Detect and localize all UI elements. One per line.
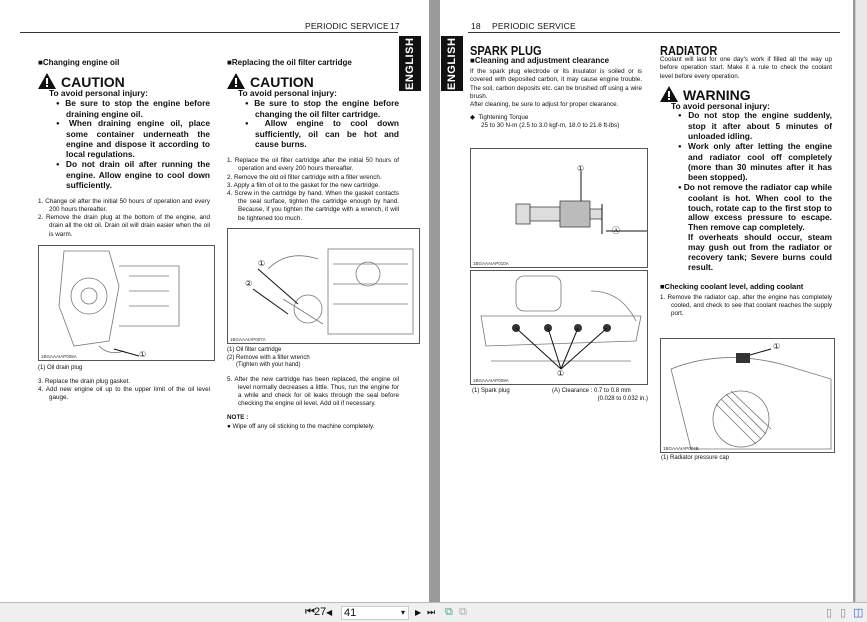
step: 2. Remove the drain plug at the bottom of the engine, and drain all the old oil. Drain oil will drain easier when the oil is warm. [38,214,210,238]
caution-header: CAUTION [38,73,210,89]
step: 1. Replace the oil filter cartridge after the initial 50 hours of operation and every 200 hours thereafter. [227,157,399,173]
next-page-button[interactable]: ▶ [415,608,422,617]
current-page: 27 [314,606,327,618]
warning-item: ● Work only after letting the engine and radiator cool off completely (more than 30 minutes after it has been stopped). [678,142,832,183]
caution-item: ● Be sure to stop the engine before changing the oil filter cartridge. [245,99,399,120]
dropdown-icon[interactable]: ▾ [400,608,405,617]
single-page-view-icon[interactable]: ▯ [826,607,833,619]
figure-code: 1BGAAAIAP009A [473,378,509,383]
section-title: SPARK PLUG [470,43,542,58]
oil-filter-column [227,58,399,223]
caution-item: ● Do not drain oil after running the engine. Allow engine to cool down sufficiently. [56,160,210,191]
right-page [440,0,853,602]
engine-illustration [39,246,215,361]
callout-a: Ⓐ [612,226,620,235]
caution-intro: To avoid personal injury: [238,88,337,98]
header-rule [20,32,398,33]
caution-intro: To avoid personal injury: [49,88,148,98]
page-number: 18 [471,21,481,31]
step: 1. Change oil after the initial 50 hours of operation and every 200 hours thereafter. [38,197,210,213]
copy-icon[interactable]: ⧉ [445,606,453,618]
body-text: After cleaning, be sure to adjust for proper clearance. [470,101,619,109]
caution-item: ● Allow engine to cool down sufficiently, oil can be hot and cause burns. [245,119,399,150]
step: 3. Apply a film of oil to the gasket for the new cartridge. [227,181,380,189]
step: 1. Remove the radiator cap, after the engine has completely cooled, and check to see that coolant reaches the supply port. [660,293,832,318]
first-page-button[interactable]: ⏮ [305,606,315,618]
page-header: PERIODIC SERVICE [492,21,576,31]
total-pages: 41 [344,607,357,619]
two-page-view-icon[interactable]: ◫ [853,607,864,619]
oil-drain-figure [38,245,215,361]
note-text: Wipe off any oil sticking to the machine completely. [232,422,375,430]
warning-triangle-icon [227,73,245,89]
spark-plug-illustration [471,149,648,268]
radiator-illustration [661,339,835,453]
copy-disabled-icon[interactable]: ⧉ [459,606,467,618]
prev-page-button[interactable]: ◀ [326,608,333,617]
step: 5. After the new cartridge has been replaced, the engine oil level normally decreases a little. Thus, run the engine for a while and check for oil leaks through the seal before checking the engine oil level. Add oil if necessary. [227,375,399,408]
figure-caption: (1) Oil filter cartridge [227,347,282,353]
page-number: 17 [390,21,400,31]
warning-item: ● Do not stop the engine suddenly, stop it after about 5 minutes of unloaded idling. [678,111,832,142]
figure-code: 1BGAAAIAP010A [473,261,509,266]
warning-header: WARNING [660,86,832,102]
step: 3. Replace the drain plug gasket. [38,377,131,385]
spark-plug-figure [470,148,648,268]
warning-item: ● Do not remove the radiator cap while coolant is hot. When cool to the touch, rotate cap to the first stop to allow excess pressure to escape. Then remove cap completely. [678,183,832,234]
figure-caption: (Tighten with your hand) [236,362,301,368]
callout-1: ① [139,350,147,359]
callout-1: ① [557,369,565,378]
caution-item: ● When draining engine oil, place some container underneath the engine and dispose it according to local regulations. [56,119,210,160]
section-heading: ■ Checking coolant level, adding coolant [660,282,832,292]
changing-oil-column-2 [38,365,210,402]
callout-2: ② [245,279,253,288]
left-page [0,0,429,602]
step: 4. Screw in the cartridge by hand. When the gasket contacts the seal surface, tighten the cartridge enough by hand. Because, if you tighten the cartridge with a wrench, it will be tightened too much. [227,189,399,222]
viewer-toolbar [0,602,867,622]
section-heading: ■ Cleaning and adjustment clearance [470,56,642,66]
body-text: If the spark plug electrode or its insulator is soiled or is covered with deposited carbon, it may cause engine trouble. The soil, carbon deposits etc. can be brushed off using a wire brush. [470,68,642,100]
spark-plug-captions [472,388,652,403]
radiator-figure [660,338,835,453]
changing-oil-column [38,58,210,239]
oil-filter-column-2 [227,347,399,431]
callout-1: ① [577,164,585,173]
step: 2. Remove the old oil filter cartridge with a filter wrench. [227,173,382,181]
page-input[interactable] [341,606,409,620]
torque-spec: ◆ Tightening Torque [470,114,529,122]
section-heading: ■ Changing engine oil [38,58,210,68]
figure-caption: (1) Radiator pressure cap [661,455,730,461]
warning-intro: To avoid personal injury: [671,100,770,111]
continuous-view-icon[interactable]: ▯ [840,607,847,619]
radiator-column [660,43,832,319]
warning-extra: If overheats should occur, steam may gush out from the radiator or recovery tank; Severe burns could result. [688,232,832,272]
last-page-button[interactable]: ⏭ [427,607,436,617]
figure-caption: (1) Oil drain plug [38,365,83,371]
figure-code: 1BGAAAIAP005A [41,354,77,359]
engine-illustration [228,229,420,344]
callout-1: ① [258,259,266,268]
figure-caption: (2) Remove with a filter wrench [227,354,310,361]
caution-item: ● Be sure to stop the engine before draining engine oil. [56,99,210,120]
spark-plug-column [470,43,642,131]
page-header: PERIODIC SERVICE [305,21,389,31]
spark-plug-engine-figure [470,270,648,385]
torque-value: 25 to 30 N-m (2.5 to 3.0 kgf-m, 18.0 to 21.6 ft-lbs) [481,122,620,130]
header-rule [468,32,840,33]
figure-code: 1BGAAAIAP007A [230,337,266,342]
torque-label: Tightening Torque [478,114,529,122]
warning-triangle-icon [38,73,56,89]
engine-illustration [471,271,648,385]
figure-caption: (0.028 to 0.032 in.) [597,395,648,402]
language-tab: ENGLISH [399,36,421,91]
warning-triangle-icon [660,86,678,102]
note-item: ● Wipe off any oil sticking to the machine completely. [227,422,375,430]
oil-filter-figure [227,228,420,344]
section-title: RADIATOR [660,43,718,58]
figure-caption: (A) Clearance : 0.7 to 0.8 mm [552,388,631,394]
figure-caption: (1) Spark plug [472,388,510,394]
language-tab: ENGLISH [441,36,463,91]
body-text: Coolant will last for one day's work if filled all the way up before operation start. Make it a rule to check the coolant level before every operation. [660,56,832,80]
section-heading: ■ Replacing the oil filter cartridge [227,58,399,68]
callout-1: ① [773,342,781,351]
figure-code: 1BGAAAIAP004B [663,446,699,451]
step: 4. Add new engine oil up to the upper limit of the oil level gauge. [38,385,210,401]
note-label: NOTE : [227,414,249,422]
caution-header: CAUTION [227,73,399,89]
vertical-scrollbar[interactable] [855,0,867,602]
